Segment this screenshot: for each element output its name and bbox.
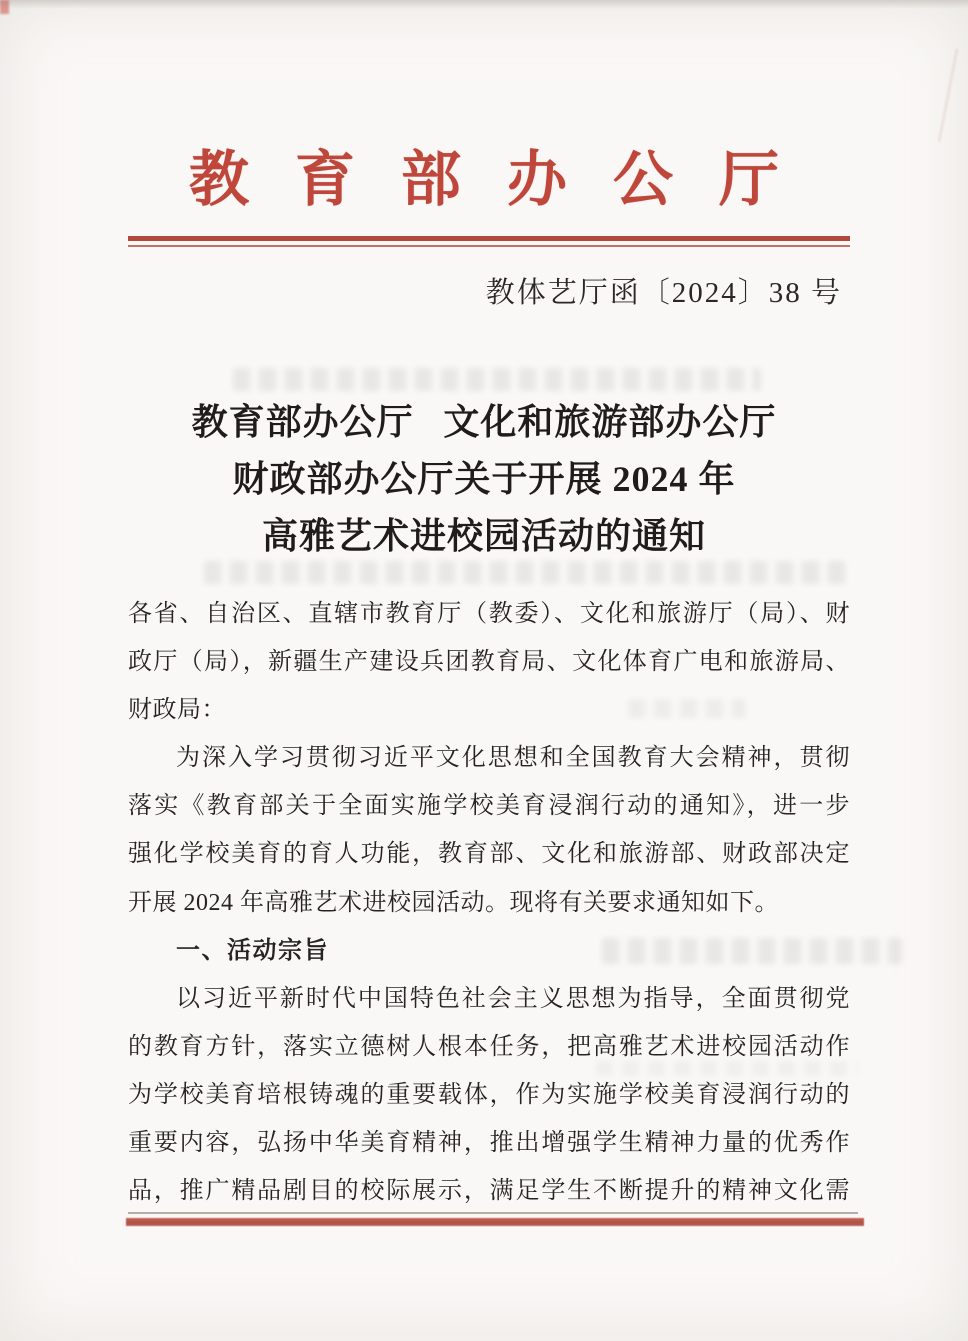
scan-crease-artifact	[938, 49, 958, 143]
addressee-line: 各省、自治区、直辖市教育厅（教委）、文化和旅游厅（局）、财	[128, 601, 850, 627]
notice-title-line-2: 财政部办公厅关于开展 2024 年	[232, 459, 736, 499]
document-body	[128, 590, 850, 1215]
body-line: 强化学校美育的育人功能，教育部、文化和旅游部、财政部决定	[128, 841, 850, 868]
body-line: 以习近平新时代中国特色社会主义思想为指导，全面贯彻党	[176, 985, 850, 1012]
section-heading: 一、活动宗旨	[176, 936, 329, 964]
page-bottom-rule-red	[126, 1218, 864, 1226]
body-line: 的教育方针，落实立德树人根本任务，把高雅艺术进校园活动作	[128, 1033, 850, 1060]
scan-corner-mark	[0, 0, 9, 14]
notice-title	[0, 394, 968, 565]
notice-title-line-3: 高雅艺术进校园活动的通知	[261, 516, 706, 556]
letterhead-divider-thin	[128, 245, 850, 247]
scan-top-edge-artifact	[0, 0, 968, 9]
body-line: 开展 2024 年高雅艺术进校园活动。现将有关要求通知如下。	[128, 889, 779, 916]
page-bottom-rule-thin	[128, 1212, 858, 1214]
ink-bleed-ghost	[233, 368, 761, 391]
addressee-line: 政厅（局），新疆生产建设兵团教育局、文化体育广电和旅游局、	[128, 649, 850, 676]
addressee-line: 财政局：	[128, 697, 226, 724]
letterhead-divider-thick	[128, 236, 850, 241]
body-line: 品，推广精品剧目的校际展示，满足学生不断提升的精神文化需	[128, 1178, 850, 1205]
body-line: 落实《教育部关于全面实施学校美育浸润行动的通知》，进一步	[128, 793, 850, 820]
document-reference-number: 教体艺厅函〔2024〕38 号	[485, 277, 842, 309]
notice-title-line-1: 教育部办公厅 文化和旅游部办公厅	[191, 402, 777, 442]
body-line: 为深入学习贯彻习近平文化思想和全国教育大会精神，贯彻	[176, 745, 850, 772]
issuing-agency-letterhead: 教育部办公厅	[189, 147, 825, 213]
body-line: 重要内容，弘扬中华美育精神，推出增强学生精神力量的优秀作	[128, 1130, 850, 1157]
body-line: 为学校美育培根铸魂的重要载体，作为实施学校美育浸润行动的	[128, 1081, 850, 1108]
